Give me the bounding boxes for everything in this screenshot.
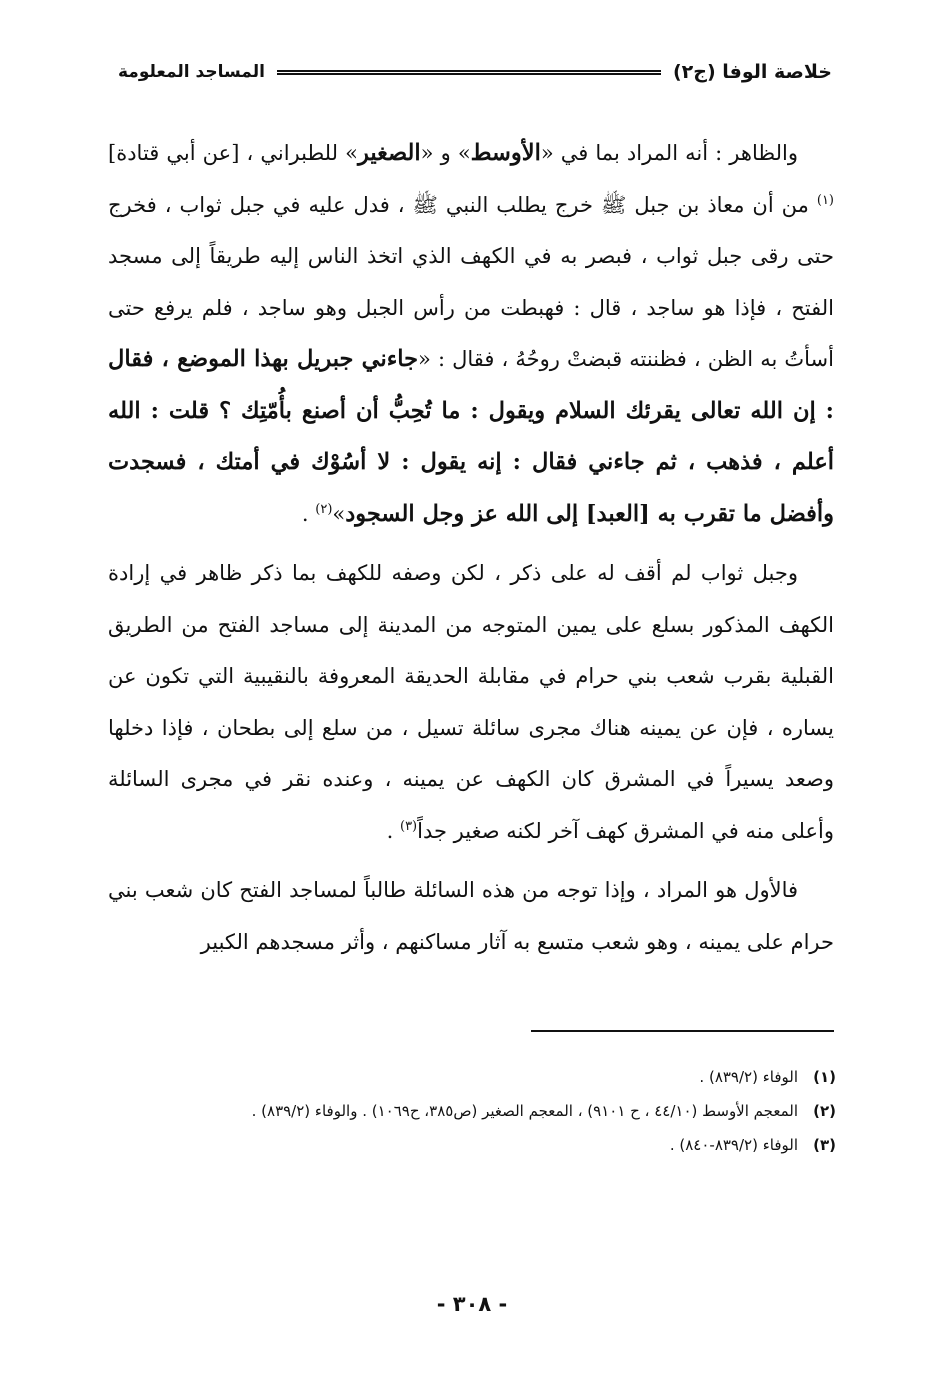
book-name-saghir: الصغير — [357, 140, 421, 166]
section-title: المساجد المعلومة — [118, 62, 265, 82]
header-rule — [277, 70, 661, 75]
footnote-number: (٢) — [813, 1102, 836, 1120]
p3-text: فالأول هو المراد ، وإذا توجه من هذه السائلة طالباً لمساجد الفتح كان شعب بني حرام على يمينه ، وهو شعب متسع به آثار مساكنهم ، وأثر مسجدهم الكبير — [108, 878, 834, 954]
p2-text: وجبل ثواب لم أقف له على ذكر ، لكن وصفه للكهف بما ذكر ظاهر في إرادة الكهف المذكور بسلع على يمين المتوجه من المدينة إلى مساجد الفتح من الطريق القبلية بقرب شعب بني حرام في مقابلة الحديقة المعروفة بالنقيبية التي تكون عن يساره ، فإن عن يمينه هناك مجرى سائلة تسيل ، من سلع إلى بطحان ، فإذا دخلها وصعد يسيراً في المشرق كان الكهف عن يمينه ، وعنده نقر في مجرى السائلة وأعلى منه في المشرق كهف آخر لكنه صغير جداً — [108, 561, 834, 843]
footnote-ref-3[interactable]: (٣) — [399, 818, 418, 834]
running-header — [118, 52, 832, 92]
footnotes — [108, 1060, 836, 1162]
footnote-2 — [108, 1094, 836, 1128]
p1-text-2: » و « — [420, 141, 471, 165]
footnote-1 — [108, 1060, 836, 1094]
paragraph-3 — [108, 865, 834, 968]
footnote-text: الوفاء (٨٣٩/٢) . — [699, 1068, 798, 1086]
footnote-ref-1[interactable]: (١) — [816, 192, 834, 208]
book-title: خلاصة الوفا (ج٢) — [672, 61, 832, 83]
p1-end: . — [301, 501, 316, 526]
footnote-rule — [531, 1030, 834, 1032]
paragraph-2 — [108, 548, 834, 857]
footnote-number: (٣) — [813, 1136, 836, 1154]
p1-quote-close: » — [332, 501, 346, 526]
book-name-awsat: الأوسط — [470, 140, 541, 166]
p1-text-3: » للطبراني ، [عن أبي قتادة] — [108, 141, 358, 165]
footnote-number: (١) — [813, 1068, 836, 1086]
footnote-ref-2[interactable]: (٢) — [315, 501, 333, 517]
hadith-quote: جاءني جبريل بهذا الموضع ، فقال : إن الله تعالى يقرئك السلام ويقول : ما تُحِبُّ أن أصنع بأُمّتِك ؟ قلت : الله أعلم ، فذهب ، ثم جاءني فقال : إنه يقول : لا أسُوْك في أمتك ، فسجدت وأفضل ما تقرب به [العبد] إلى الله عز وجل السجود — [108, 346, 834, 527]
footnote-text: الوفاء (٨٣٩/٢-٨٤٠) . — [669, 1136, 798, 1154]
p1-text-4: من أن معاذ بن جبل ﷺ خرج يطلب النبي ﷺ ، فدل عليه في جبل ثواب ، فخرج حتى رقى جبل ثواب ، فبصر به في الكهف الذي اتخذ الناس إليه طريقاً إلى مسجد الفتح ، فإذا هو ساجد ، قال : فهبطت من رأس الجبل وهو ساجد ، فلم يرفع حتى أسأتُ به الظن ، فظننته قبضتْ روحُهُ ، فقال : « — [108, 192, 834, 371]
p2-end: . — [386, 818, 400, 843]
footnote-3 — [108, 1128, 836, 1162]
p1-text-1: والظاهر : أنه المراد بما في « — [540, 141, 798, 165]
page-number: - ٣٠٨ - — [436, 1292, 508, 1316]
footnote-text: المعجم الأوسط (٤٤/١٠ ، ح ٩١٠١) ، المعجم الصغير (ص٣٨٥، ح١٠٦٩) . والوفاء (٨٣٩/٢) . — [251, 1102, 798, 1120]
main-text — [108, 128, 834, 968]
paragraph-1 — [108, 128, 834, 540]
